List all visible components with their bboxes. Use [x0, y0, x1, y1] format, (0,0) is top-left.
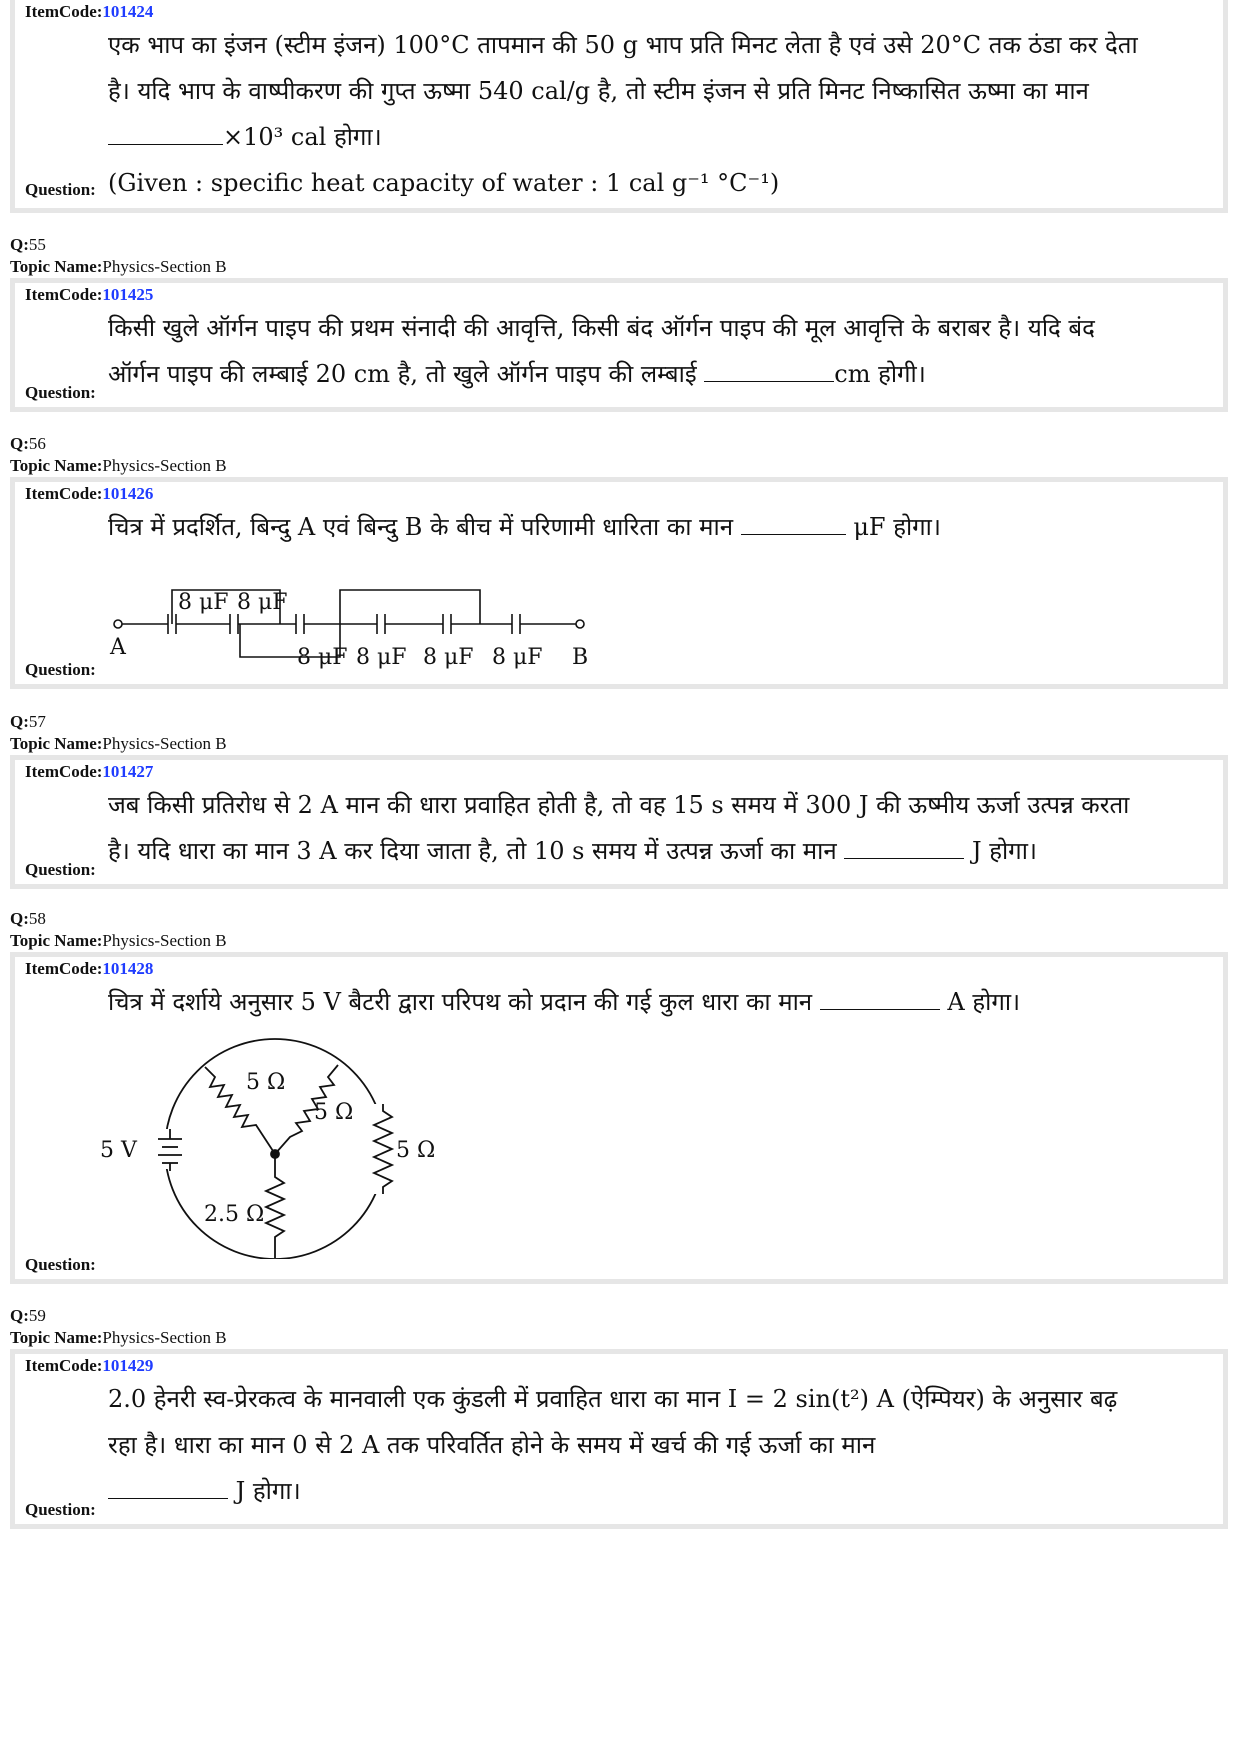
- question-card-101427: [10, 755, 1228, 889]
- question-card-101429: [10, 1349, 1228, 1529]
- topic-name: Topic Name:Physics-Section B: [10, 1328, 227, 1347]
- item-code: ItemCode:101426: [25, 484, 154, 503]
- question-label: Question:: [25, 1255, 96, 1274]
- resistor-circuit-diagram: [100, 1029, 460, 1259]
- resistor-label: 5 Ω: [314, 1100, 354, 1125]
- topic-name: Topic Name:Physics-Section B: [10, 931, 227, 950]
- item-code: ItemCode:101427: [25, 762, 154, 781]
- question-label: Question:: [25, 180, 96, 199]
- question-text: जब किसी प्रतिरोध से 2 A मान की धारा प्रवाहित होती है, तो वह 15 s समय में 300 J की ऊष्मीय ऊर्जा उत्पन्न करता है। यदि धारा का मान 3 A कर दिया जाता है, तो 10 s समय में उत्पन्न ऊर्जा का मान J होगा।: [108, 791, 1130, 865]
- battery-label: 5 V: [100, 1138, 137, 1163]
- item-code: ItemCode:101424: [25, 2, 154, 21]
- question-text: चित्र में दर्शाये अनुसार 5 V बैटरी द्वारा परिपथ को प्रदान की गई कुल धारा का मान A होगा।: [108, 988, 1021, 1016]
- item-code: ItemCode:101428: [25, 959, 154, 978]
- point-b-label: B: [572, 645, 589, 670]
- question-text: चित्र में प्रदर्शित, बिन्दु A एवं बिन्दु B के बीच में परिणामी धारिता का मान μF होगा।: [108, 513, 941, 541]
- cap-label: 8 μF: [178, 590, 229, 615]
- question-label: Question:: [25, 860, 96, 879]
- question-number: Q:57: [10, 712, 46, 731]
- question-label: Question:: [25, 383, 96, 402]
- resistor-label: 2.5 Ω: [204, 1202, 265, 1227]
- resistor-label: 5 Ω: [246, 1070, 286, 1095]
- question-text: एक भाप का इंजन (स्टीम इंजन) 100°C तापमान की 50 g भाप प्रति मिनट लेता है एवं उसे 20°C तक ठंडा कर देता है। यदि भाप के वाष्पीकरण की गुप्त ऊष्मा 540 cal/g है, तो स्टीम इंजन से प्रति मिनट निष्कासित ऊष्मा का मान ×10³ cal होगा। (Given : specific heat capacity of water : 1 cal g⁻¹ °C⁻¹): [108, 31, 1138, 197]
- capacitor-circuit-diagram: [100, 582, 620, 677]
- item-code: ItemCode:101425: [25, 285, 154, 304]
- question-label: Question:: [25, 660, 96, 679]
- cap-label: 8 μF: [492, 645, 543, 670]
- question-card-101426: [10, 477, 1228, 689]
- cap-label: 8 μF: [297, 645, 348, 670]
- question-number: Q:56: [10, 434, 46, 453]
- question-number: Q:59: [10, 1306, 46, 1325]
- question-card-101424: [10, 0, 1228, 213]
- point-a-label: A: [110, 635, 126, 660]
- question-number: Q:58: [10, 909, 46, 928]
- question-text: किसी खुले ऑर्गन पाइप की प्रथम संनादी की आवृत्ति, किसी बंद ऑर्गन पाइप की मूल आवृत्ति के बराबर है। यदि बंद ऑर्गन पाइप की लम्बाई 20 cm है, तो खुले ऑर्गन पाइप की लम्बाई cm होगी।: [108, 314, 1095, 388]
- topic-name: Topic Name:Physics-Section B: [10, 734, 227, 753]
- topic-name: Topic Name:Physics-Section B: [10, 257, 227, 276]
- resistor-label: 5 Ω: [396, 1138, 436, 1163]
- question-number: Q:55: [10, 235, 46, 254]
- cap-label: 8 μF: [237, 590, 288, 615]
- question-card-101428: [10, 952, 1228, 1284]
- question-label: Question:: [25, 1500, 96, 1519]
- question-card-101425: [10, 278, 1228, 412]
- question-text: 2.0 हेनरी स्व-प्रेरकत्व के मानवाली एक कुंडली में प्रवाहित धारा का मान I = 2 sin(t²) A (ऐम्पियर) के अनुसार बढ़ रहा है। धारा का मान 0 से 2 A तक परिवर्तित होने के समय में खर्च की गई ऊर्जा का मान J होगा।: [108, 1385, 1118, 1505]
- cap-label: 8 μF: [423, 645, 474, 670]
- cap-label: 8 μF: [356, 645, 407, 670]
- item-code: ItemCode:101429: [25, 1356, 154, 1375]
- topic-name: Topic Name:Physics-Section B: [10, 456, 227, 475]
